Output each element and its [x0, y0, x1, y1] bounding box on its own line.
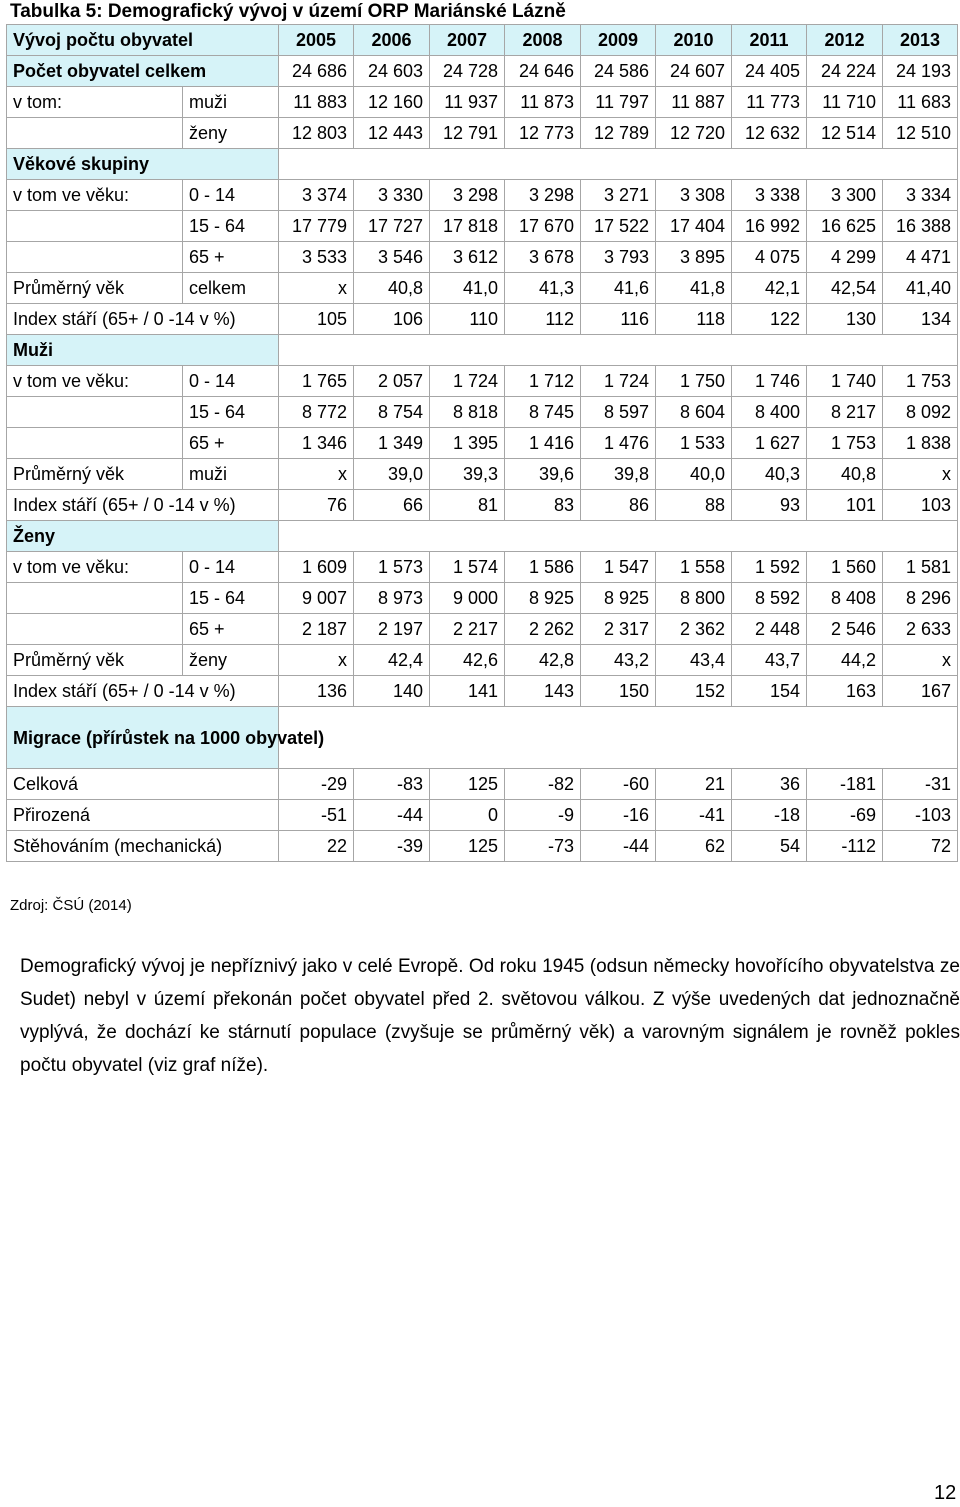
cell-value: 8 818: [430, 397, 505, 428]
table-row: [7, 583, 958, 614]
body-paragraph: Demografický vývoj je nepříznivý jako v celé Evropě. Od roku 1945 (odsun německy hovořícího obyvatelstva ze Sudet) nebyl v území překonán počet obyvatel před 2. světovou válkou. Z výše uvedených dat jednoznačně vyplývá, že dochází ke stárnutí populace (zvyšuje se průměrný věk) a varovným signálem je rovněž pokles počtu obyvatel (viz graf níže).: [20, 956, 960, 1076]
cell-value: 16 992: [732, 211, 807, 242]
cell-value: 3 334: [883, 180, 958, 211]
header-year: 2012: [807, 25, 883, 56]
row-sublabel: muži: [183, 459, 279, 490]
cell-value: 8 800: [656, 583, 732, 614]
cell-value: 2 362: [656, 614, 732, 645]
table-row: [7, 428, 958, 459]
cell-value: 110: [430, 304, 505, 335]
cell-value: 1 712: [505, 366, 581, 397]
table-row: [7, 304, 958, 335]
cell-value: 43,2: [581, 645, 656, 676]
section-label: Ženy: [7, 521, 279, 552]
cell-value: 2 317: [581, 614, 656, 645]
cell-value: 3 271: [581, 180, 656, 211]
cell-value: 24 405: [732, 56, 807, 87]
cell-value: 3 298: [430, 180, 505, 211]
header-year: 2007: [430, 25, 505, 56]
cell-value: 41,6: [581, 273, 656, 304]
table-row: [7, 521, 958, 552]
cell-value: 41,3: [505, 273, 581, 304]
cell-value: -39: [354, 831, 430, 862]
row-sublabel: ženy: [183, 645, 279, 676]
cell-value: 11 683: [883, 87, 958, 118]
row-sublabel: 65 +: [183, 428, 279, 459]
cell-value: 1 724: [430, 366, 505, 397]
row-label: Počet obyvatel celkem: [7, 56, 279, 87]
cell-value: 8 973: [354, 583, 430, 614]
cell-value: 11 773: [732, 87, 807, 118]
cell-value: 143: [505, 676, 581, 707]
cell-value: 24 224: [807, 56, 883, 87]
cell-value: 44,2: [807, 645, 883, 676]
cell-value: 8 400: [732, 397, 807, 428]
cell-value: 150: [581, 676, 656, 707]
cell-value: 1 746: [732, 366, 807, 397]
cell-value: 42,54: [807, 273, 883, 304]
cell-value: 2 633: [883, 614, 958, 645]
cell-value: 106: [354, 304, 430, 335]
cell-value: 3 338: [732, 180, 807, 211]
cell-value: 39,6: [505, 459, 581, 490]
cell-value: 83: [505, 490, 581, 521]
cell-value: 1 560: [807, 552, 883, 583]
cell-value: 24 607: [656, 56, 732, 87]
cell-value: 1 586: [505, 552, 581, 583]
cell-value: 54: [732, 831, 807, 862]
cell-value: 42,8: [505, 645, 581, 676]
cell-value: -60: [581, 769, 656, 800]
cell-value: 140: [354, 676, 430, 707]
cell-value: 1 395: [430, 428, 505, 459]
row-label: [7, 397, 183, 428]
cell-value: 1 592: [732, 552, 807, 583]
cell-value: 1 765: [279, 366, 354, 397]
cell-value: 1 533: [656, 428, 732, 459]
cell-value: 17 404: [656, 211, 732, 242]
cell-value: 24 728: [430, 56, 505, 87]
table-row: [7, 707, 958, 769]
table-row: [7, 335, 958, 366]
cell-value: 1 740: [807, 366, 883, 397]
cell-value: 8 604: [656, 397, 732, 428]
cell-value: 167: [883, 676, 958, 707]
cell-value: 3 546: [354, 242, 430, 273]
table-row: [7, 366, 958, 397]
cell-value: 1 627: [732, 428, 807, 459]
table-row: [7, 800, 958, 831]
cell-value: -41: [656, 800, 732, 831]
cell-value: -29: [279, 769, 354, 800]
blank-cell: [279, 149, 958, 180]
cell-value: 11 937: [430, 87, 505, 118]
blank-cell: [279, 335, 958, 366]
cell-value: 3 793: [581, 242, 656, 273]
cell-value: 1 416: [505, 428, 581, 459]
cell-value: 8 925: [581, 583, 656, 614]
cell-value: 1 753: [807, 428, 883, 459]
cell-value: -16: [581, 800, 656, 831]
demographic-table: [6, 24, 958, 862]
cell-value: 24 586: [581, 56, 656, 87]
cell-value: 101: [807, 490, 883, 521]
cell-value: 105: [279, 304, 354, 335]
cell-value: 3 678: [505, 242, 581, 273]
cell-value: 12 803: [279, 118, 354, 149]
row-label: Celková: [7, 769, 279, 800]
cell-value: 8 925: [505, 583, 581, 614]
section-label: Muži: [7, 335, 279, 366]
cell-value: 118: [656, 304, 732, 335]
table-row: [7, 87, 958, 118]
cell-value: 41,8: [656, 273, 732, 304]
row-sublabel: 65 +: [183, 614, 279, 645]
section-label: Věkové skupiny: [7, 149, 279, 180]
cell-value: x: [883, 645, 958, 676]
cell-value: 1 349: [354, 428, 430, 459]
row-label: [7, 211, 183, 242]
cell-value: 62: [656, 831, 732, 862]
cell-value: 21: [656, 769, 732, 800]
table-row: [7, 552, 958, 583]
cell-value: 16 388: [883, 211, 958, 242]
cell-value: 11 883: [279, 87, 354, 118]
cell-value: 66: [354, 490, 430, 521]
cell-value: 8 772: [279, 397, 354, 428]
table-row: [7, 614, 958, 645]
row-label: Stěhováním (mechanická): [7, 831, 279, 862]
cell-value: 39,3: [430, 459, 505, 490]
header-year: 2013: [883, 25, 958, 56]
cell-value: 4 299: [807, 242, 883, 273]
cell-value: -44: [581, 831, 656, 862]
cell-value: -112: [807, 831, 883, 862]
cell-value: 40,0: [656, 459, 732, 490]
cell-value: 17 522: [581, 211, 656, 242]
row-sublabel: 0 - 14: [183, 180, 279, 211]
cell-value: -18: [732, 800, 807, 831]
cell-value: 11 873: [505, 87, 581, 118]
cell-value: 12 720: [656, 118, 732, 149]
cell-value: 8 217: [807, 397, 883, 428]
cell-value: 72: [883, 831, 958, 862]
cell-value: 11 797: [581, 87, 656, 118]
cell-value: 163: [807, 676, 883, 707]
header-year: 2011: [732, 25, 807, 56]
cell-value: 40,8: [807, 459, 883, 490]
cell-value: -69: [807, 800, 883, 831]
cell-value: 17 818: [430, 211, 505, 242]
table-row: [7, 645, 958, 676]
cell-value: 41,0: [430, 273, 505, 304]
row-sublabel: 65 +: [183, 242, 279, 273]
cell-value: 42,1: [732, 273, 807, 304]
row-label: Průměrný věk: [7, 273, 183, 304]
cell-value: 3 330: [354, 180, 430, 211]
cell-value: 125: [430, 831, 505, 862]
row-sublabel: 15 - 64: [183, 211, 279, 242]
cell-value: x: [279, 459, 354, 490]
header-year: 2006: [354, 25, 430, 56]
section-label: Migrace (přírůstek na 1000 obyvatel): [7, 707, 279, 769]
row-sublabel: 0 - 14: [183, 366, 279, 397]
cell-value: 40,8: [354, 273, 430, 304]
cell-value: 9 007: [279, 583, 354, 614]
cell-value: 17 670: [505, 211, 581, 242]
cell-value: 9 000: [430, 583, 505, 614]
cell-value: x: [279, 645, 354, 676]
cell-value: 76: [279, 490, 354, 521]
cell-value: -44: [354, 800, 430, 831]
cell-value: x: [883, 459, 958, 490]
cell-value: 42,4: [354, 645, 430, 676]
cell-value: 24 686: [279, 56, 354, 87]
cell-value: 12 160: [354, 87, 430, 118]
cell-value: -51: [279, 800, 354, 831]
row-sublabel: celkem: [183, 273, 279, 304]
cell-value: 3 895: [656, 242, 732, 273]
cell-value: 3 300: [807, 180, 883, 211]
row-label: v tom ve věku:: [7, 366, 183, 397]
header-year: 2009: [581, 25, 656, 56]
header-year: 2008: [505, 25, 581, 56]
cell-value: 12 789: [581, 118, 656, 149]
cell-value: 24 646: [505, 56, 581, 87]
table-header-row: [7, 25, 958, 56]
cell-value: 8 754: [354, 397, 430, 428]
source-note: Zdroj: ČSÚ (2014): [10, 897, 132, 914]
cell-value: -31: [883, 769, 958, 800]
cell-value: 8 597: [581, 397, 656, 428]
cell-value: -83: [354, 769, 430, 800]
cell-value: 122: [732, 304, 807, 335]
cell-value: 8 745: [505, 397, 581, 428]
row-label: [7, 118, 183, 149]
cell-value: 12 791: [430, 118, 505, 149]
cell-value: 8 408: [807, 583, 883, 614]
row-label: [7, 583, 183, 614]
row-label: Přirozená: [7, 800, 279, 831]
cell-value: -82: [505, 769, 581, 800]
cell-value: -181: [807, 769, 883, 800]
cell-value: 1 476: [581, 428, 656, 459]
cell-value: 39,0: [354, 459, 430, 490]
blank-cell: [279, 521, 958, 552]
cell-value: 16 625: [807, 211, 883, 242]
cell-value: 116: [581, 304, 656, 335]
cell-value: 8 092: [883, 397, 958, 428]
header-year: 2010: [656, 25, 732, 56]
cell-value: 2 187: [279, 614, 354, 645]
table-row: [7, 242, 958, 273]
cell-value: 4 471: [883, 242, 958, 273]
blank-cell: [279, 707, 958, 769]
cell-value: 40,3: [732, 459, 807, 490]
cell-value: 1 838: [883, 428, 958, 459]
cell-value: 86: [581, 490, 656, 521]
table-row: [7, 490, 958, 521]
row-label: Průměrný věk: [7, 645, 183, 676]
cell-value: 39,8: [581, 459, 656, 490]
row-sublabel: 15 - 64: [183, 583, 279, 614]
cell-value: 81: [430, 490, 505, 521]
cell-value: 8 296: [883, 583, 958, 614]
table-body: [7, 25, 958, 862]
cell-value: 3 374: [279, 180, 354, 211]
cell-value: x: [279, 273, 354, 304]
page-number: 12: [934, 1482, 957, 1504]
row-label: [7, 428, 183, 459]
cell-value: 12 632: [732, 118, 807, 149]
cell-value: 136: [279, 676, 354, 707]
cell-value: 22: [279, 831, 354, 862]
row-sublabel: muži: [183, 87, 279, 118]
row-label: [7, 242, 183, 273]
table-row: [7, 56, 958, 87]
cell-value: 2 448: [732, 614, 807, 645]
cell-value: -73: [505, 831, 581, 862]
row-label: Index stáří (65+ / 0 -14 v %): [7, 490, 279, 521]
cell-value: 43,4: [656, 645, 732, 676]
cell-value: 2 262: [505, 614, 581, 645]
cell-value: 2 197: [354, 614, 430, 645]
table-row: [7, 273, 958, 304]
header-year: 2005: [279, 25, 354, 56]
cell-value: 8 592: [732, 583, 807, 614]
cell-value: 24 603: [354, 56, 430, 87]
cell-value: 12 510: [883, 118, 958, 149]
table-row: [7, 769, 958, 800]
table-row: [7, 149, 958, 180]
cell-value: 2 217: [430, 614, 505, 645]
cell-value: 1 753: [883, 366, 958, 397]
row-sublabel: 0 - 14: [183, 552, 279, 583]
cell-value: 1 573: [354, 552, 430, 583]
cell-value: 11 887: [656, 87, 732, 118]
cell-value: 12 443: [354, 118, 430, 149]
row-label: [7, 614, 183, 645]
cell-value: 2 546: [807, 614, 883, 645]
cell-value: -9: [505, 800, 581, 831]
row-label: Index stáří (65+ / 0 -14 v %): [7, 304, 279, 335]
cell-value: 12 773: [505, 118, 581, 149]
table-row: [7, 397, 958, 428]
cell-value: 0: [430, 800, 505, 831]
cell-value: 154: [732, 676, 807, 707]
row-label: v tom:: [7, 87, 183, 118]
cell-value: 152: [656, 676, 732, 707]
cell-value: 88: [656, 490, 732, 521]
row-label: v tom ve věku:: [7, 180, 183, 211]
row-label: v tom ve věku:: [7, 552, 183, 583]
cell-value: 36: [732, 769, 807, 800]
cell-value: 3 533: [279, 242, 354, 273]
cell-value: 103: [883, 490, 958, 521]
cell-value: 134: [883, 304, 958, 335]
cell-value: -103: [883, 800, 958, 831]
cell-value: 93: [732, 490, 807, 521]
cell-value: 1 609: [279, 552, 354, 583]
table-row: [7, 180, 958, 211]
cell-value: 125: [430, 769, 505, 800]
table-row: [7, 118, 958, 149]
cell-value: 2 057: [354, 366, 430, 397]
table-row: [7, 211, 958, 242]
cell-value: 12 514: [807, 118, 883, 149]
cell-value: 17 779: [279, 211, 354, 242]
table-row: [7, 676, 958, 707]
cell-value: 3 612: [430, 242, 505, 273]
cell-value: 24 193: [883, 56, 958, 87]
table-caption: Tabulka 5: Demografický vývoj v území ORP Mariánské Lázně: [10, 1, 566, 22]
cell-value: 1 574: [430, 552, 505, 583]
cell-value: 1 346: [279, 428, 354, 459]
cell-value: 4 075: [732, 242, 807, 273]
row-sublabel: 15 - 64: [183, 397, 279, 428]
cell-value: 17 727: [354, 211, 430, 242]
cell-value: 3 298: [505, 180, 581, 211]
cell-value: 130: [807, 304, 883, 335]
cell-value: 11 710: [807, 87, 883, 118]
table-row: [7, 831, 958, 862]
cell-value: 43,7: [732, 645, 807, 676]
cell-value: 1 581: [883, 552, 958, 583]
cell-value: 1 724: [581, 366, 656, 397]
cell-value: 112: [505, 304, 581, 335]
cell-value: 41,40: [883, 273, 958, 304]
header-label: Vývoj počtu obyvatel: [7, 25, 279, 56]
cell-value: 141: [430, 676, 505, 707]
row-label: Průměrný věk: [7, 459, 183, 490]
cell-value: 1 558: [656, 552, 732, 583]
table-row: [7, 459, 958, 490]
cell-value: 42,6: [430, 645, 505, 676]
cell-value: 1 547: [581, 552, 656, 583]
cell-value: 3 308: [656, 180, 732, 211]
row-label: Index stáří (65+ / 0 -14 v %): [7, 676, 279, 707]
cell-value: 1 750: [656, 366, 732, 397]
row-sublabel: ženy: [183, 118, 279, 149]
